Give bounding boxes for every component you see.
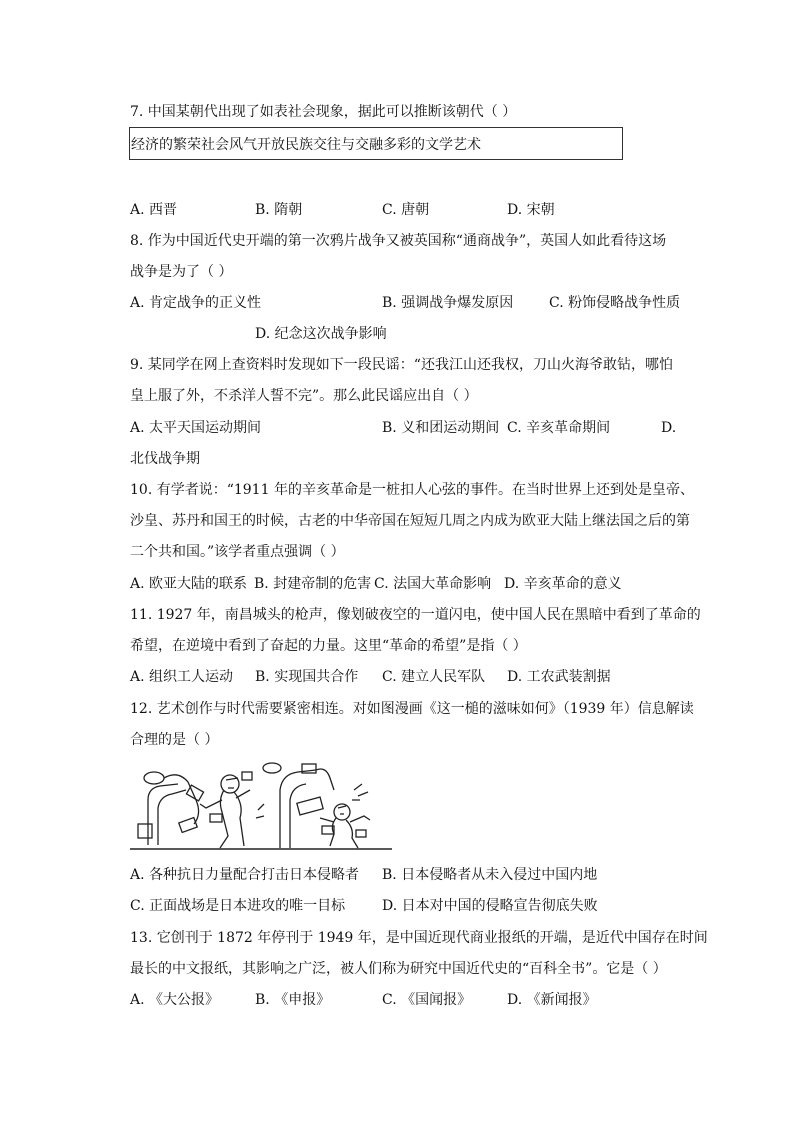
q8-option-a: A. 肯定战争的正义性 — [130, 295, 262, 311]
q8-option-c: C. 粉饰侵略战争性质 — [549, 295, 681, 311]
q11-option-a: A. 组织工人运动 — [130, 669, 234, 685]
q11-option-c: C. 建立人民军队 — [382, 669, 486, 685]
q13-option-c: C. 《国闻报》 — [382, 992, 472, 1008]
q10-stem-line2: 沙皇、苏丹和国王的时候，古老的中华帝国在短短几周之内成为欧亚大陆上继法国之后的第 — [130, 513, 690, 529]
q7-option-d: D. 宋朝 — [507, 202, 555, 218]
q13-option-a: A. 《大公报》 — [130, 992, 220, 1008]
q8-option-d: D. 纪念这次战争影响 — [255, 326, 387, 342]
q12-option-b: B. 日本侵略者从未入侵过中国内地 — [382, 867, 598, 883]
q7-table — [129, 127, 623, 160]
q11-option-b: B. 实现国共合作 — [255, 669, 359, 685]
q9-stem-line2: 皇上服了外，不杀洋人誓不完”。那么此民谣应出自（ ） — [130, 388, 478, 404]
q10-option-a: A. 欧亚大陆的联系 — [130, 576, 248, 592]
q8-stem-line2: 战争是为了（ ） — [130, 264, 233, 280]
q12-option-a: A. 各种抗日力量配合打击日本侵略者 — [130, 867, 360, 883]
q9-stem-line1: 9. 某同学在网上查资料时发现如下一段民谣：“还我江山还我权，刀山火海爷敢钻，哪怕 — [130, 357, 673, 373]
q12-option-d: D. 日本对中国的侵略宣告彻底失败 — [382, 898, 598, 914]
q9-option-d-cont: 北伐战争期 — [130, 451, 200, 467]
q11-option-d: D. 工农武装割据 — [507, 669, 611, 685]
q7-option-c: C. 唐朝 — [382, 202, 430, 218]
q8-stem-line1: 8. 作为中国近代史开端的第一次鸦片战争又被英国称“通商战争”，英国人如此看待这场 — [130, 233, 667, 249]
q9-option-a: A. 太平天国运动期间 — [130, 420, 262, 436]
q10-option-c: C. 法国大革命影响 — [374, 576, 492, 592]
q13-option-d: D. 《新闻报》 — [507, 992, 597, 1008]
q10-stem-line3: 二个共和国。”该学者重点强调（ ） — [130, 544, 345, 560]
cartoon-image — [130, 760, 392, 852]
q13-option-b: B. 《申报》 — [255, 992, 331, 1008]
q7-option-a: A. 西晋 — [130, 202, 178, 218]
q12-option-c: C. 正面战场是日本进攻的唯一目标 — [130, 898, 346, 914]
q12-stem-line2: 合理的是（ ） — [130, 732, 219, 748]
q7-table-text: 经济的繁荣社会风气开放民族交往与交融多彩的文学艺术 — [131, 137, 481, 153]
q11-stem-line2: 希望，在逆境中看到了奋起的力量。这里“革命的希望”是指（ ） — [130, 638, 527, 654]
q9-option-b: B. 义和团运动期间 — [382, 420, 500, 436]
q8-option-b: B. 强调战争爆发原因 — [382, 295, 514, 311]
q10-option-d: D. 辛亥革命的意义 — [504, 576, 622, 592]
q12-stem-line1: 12. 艺术创作与时代需要紧密相连。对如图漫画《这一槌的滋味如何》（1939 年）信息解读 — [130, 701, 694, 717]
q11-stem-line1: 11. 1927 年，南昌城头的枪声，像划破夜空的一道闪电，使中国人民在黑暗中看到了革命的 — [130, 607, 701, 623]
q10-option-b: B. 封建帝制的危害 — [254, 576, 372, 592]
q13-stem-line2: 最长的中文报纸，其影响之广泛，被人们称为研究中国近代史的“百科全书”。它是（ ） — [130, 961, 667, 977]
q7-option-b: B. 隋朝 — [255, 202, 303, 218]
q10-stem-line1: 10. 有学者说：“1911 年的辛亥革命是一桩扣人心弦的事件。在当时世界上还到处是皇帝、 — [130, 482, 694, 498]
q7-stem: 7. 中国某朝代出现了如表社会现象，据此可以推断该朝代（ ） — [130, 104, 517, 120]
q13-stem-line1: 13. 它创刊于 1872 年停刊于 1949 年，是中国近现代商业报纸的开端，是近代中国存在时间 — [130, 930, 708, 946]
q9-option-d: D. — [661, 420, 677, 436]
q9-option-c: C. 辛亥革命期间 — [507, 420, 611, 436]
